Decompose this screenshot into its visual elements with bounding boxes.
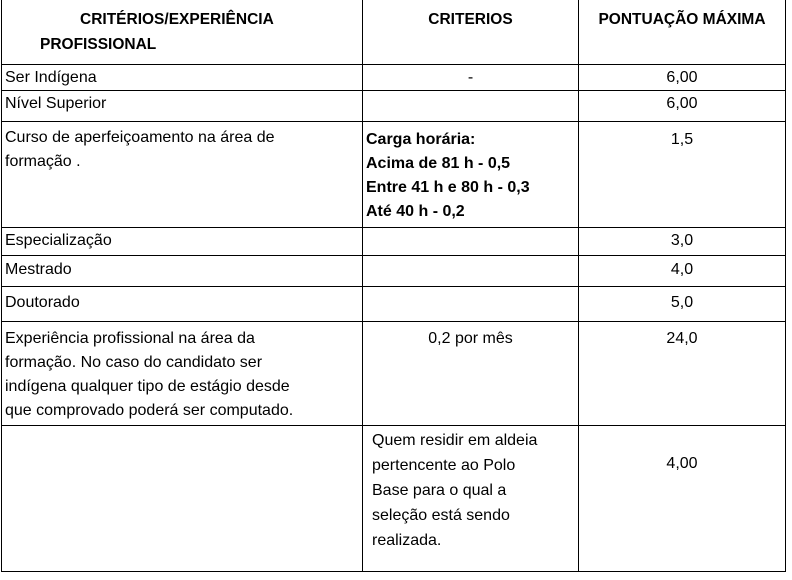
pontuacao-curso: 1,5 xyxy=(670,131,694,148)
pontuacao-especializacao: 3,0 xyxy=(670,232,694,249)
detalhe-aldeia-line3: Base para o qual a xyxy=(372,482,507,499)
table-row-pontuacao xyxy=(579,291,785,315)
detalhe-aldeia-line1: Quem residir em aldeia xyxy=(372,432,538,449)
table-row-criterio xyxy=(5,258,360,282)
pontuacao-ser-indigena: 6,00 xyxy=(666,69,698,86)
detalhe-ser-indigena: - xyxy=(467,69,474,86)
pontuacao-aldeia: 4,00 xyxy=(666,455,698,472)
pontuacao-doutorado: 5,0 xyxy=(670,294,694,311)
criterio-doutorado: Doutorado xyxy=(5,294,80,311)
criterio-curso-line1: Curso de aperfeiçoamento na área de xyxy=(5,129,275,146)
criterio-curso-line2: formação . xyxy=(5,153,81,170)
criterio-especializacao: Especialização xyxy=(5,232,112,249)
detalhe-entre-41-80h: Entre 41 h e 80 h - 0,3 xyxy=(366,179,530,196)
header-col1-line2: PROFISSIONAL xyxy=(40,36,157,53)
header-col1-line1: CRITÉRIOS/EXPERIÊNCIA xyxy=(80,11,274,28)
criterio-ser-indigena: Ser Indígena xyxy=(5,69,97,86)
table-row-detalhe xyxy=(363,66,578,90)
criterio-experiencia-line1: Experiência profissional na área da xyxy=(5,330,255,347)
detalhe-ate-40h: Até 40 h - 0,2 xyxy=(366,203,465,220)
criterio-mestrado: Mestrado xyxy=(5,261,72,278)
table-row-pontuacao xyxy=(579,452,785,476)
table-row-pontuacao xyxy=(579,258,785,282)
table-row-detalhe xyxy=(363,327,578,351)
header-col3: PONTUAÇÃO MÁXIMA xyxy=(598,11,766,28)
table-row-criterio xyxy=(5,327,360,423)
table-row-detalhe xyxy=(366,128,576,224)
table-row-criterio xyxy=(5,126,360,174)
table-row-criterio xyxy=(5,291,360,315)
table-row-pontuacao xyxy=(579,66,785,90)
table-row-pontuacao xyxy=(579,92,785,116)
detalhe-acima-81h: Acima de 81 h - 0,5 xyxy=(366,155,511,172)
table-row-criterio xyxy=(5,92,360,116)
criterio-experiencia-line2: formação. No caso do candidato ser xyxy=(5,354,263,371)
table-row-detalhe xyxy=(372,428,577,553)
table-row-pontuacao xyxy=(579,327,785,351)
header-pontuacao-maxima xyxy=(579,8,785,32)
table-row-criterio xyxy=(5,66,360,90)
criterio-experiencia-line3: indígena qualquer tipo de estágio desde xyxy=(5,378,290,395)
detalhe-aldeia-line2: pertencente ao Polo xyxy=(372,457,516,474)
pontuacao-nivel-superior: 6,00 xyxy=(666,95,698,112)
detalhe-aldeia-line4: seleção está sendo xyxy=(372,507,510,524)
pontuacao-mestrado: 4,0 xyxy=(670,261,694,278)
header-profissional xyxy=(40,33,340,57)
detalhe-carga-horaria: Carga horária: xyxy=(366,131,476,148)
table-row-criterio xyxy=(5,229,360,253)
header-col2: CRITERIOS xyxy=(428,11,513,28)
table-row-pontuacao xyxy=(579,128,785,152)
detalhe-por-mes: 0,2 por mês xyxy=(428,330,513,347)
pontuacao-experiencia: 24,0 xyxy=(666,330,698,347)
header-criterios xyxy=(363,8,578,32)
criterio-experiencia-line4: que comprovado poderá ser computado. xyxy=(5,402,294,419)
criterio-nivel-superior: Nível Superior xyxy=(5,95,107,112)
header-criterios-experiencia xyxy=(80,8,350,32)
table-row-pontuacao xyxy=(579,229,785,253)
detalhe-aldeia-line5: realizada. xyxy=(372,532,442,549)
